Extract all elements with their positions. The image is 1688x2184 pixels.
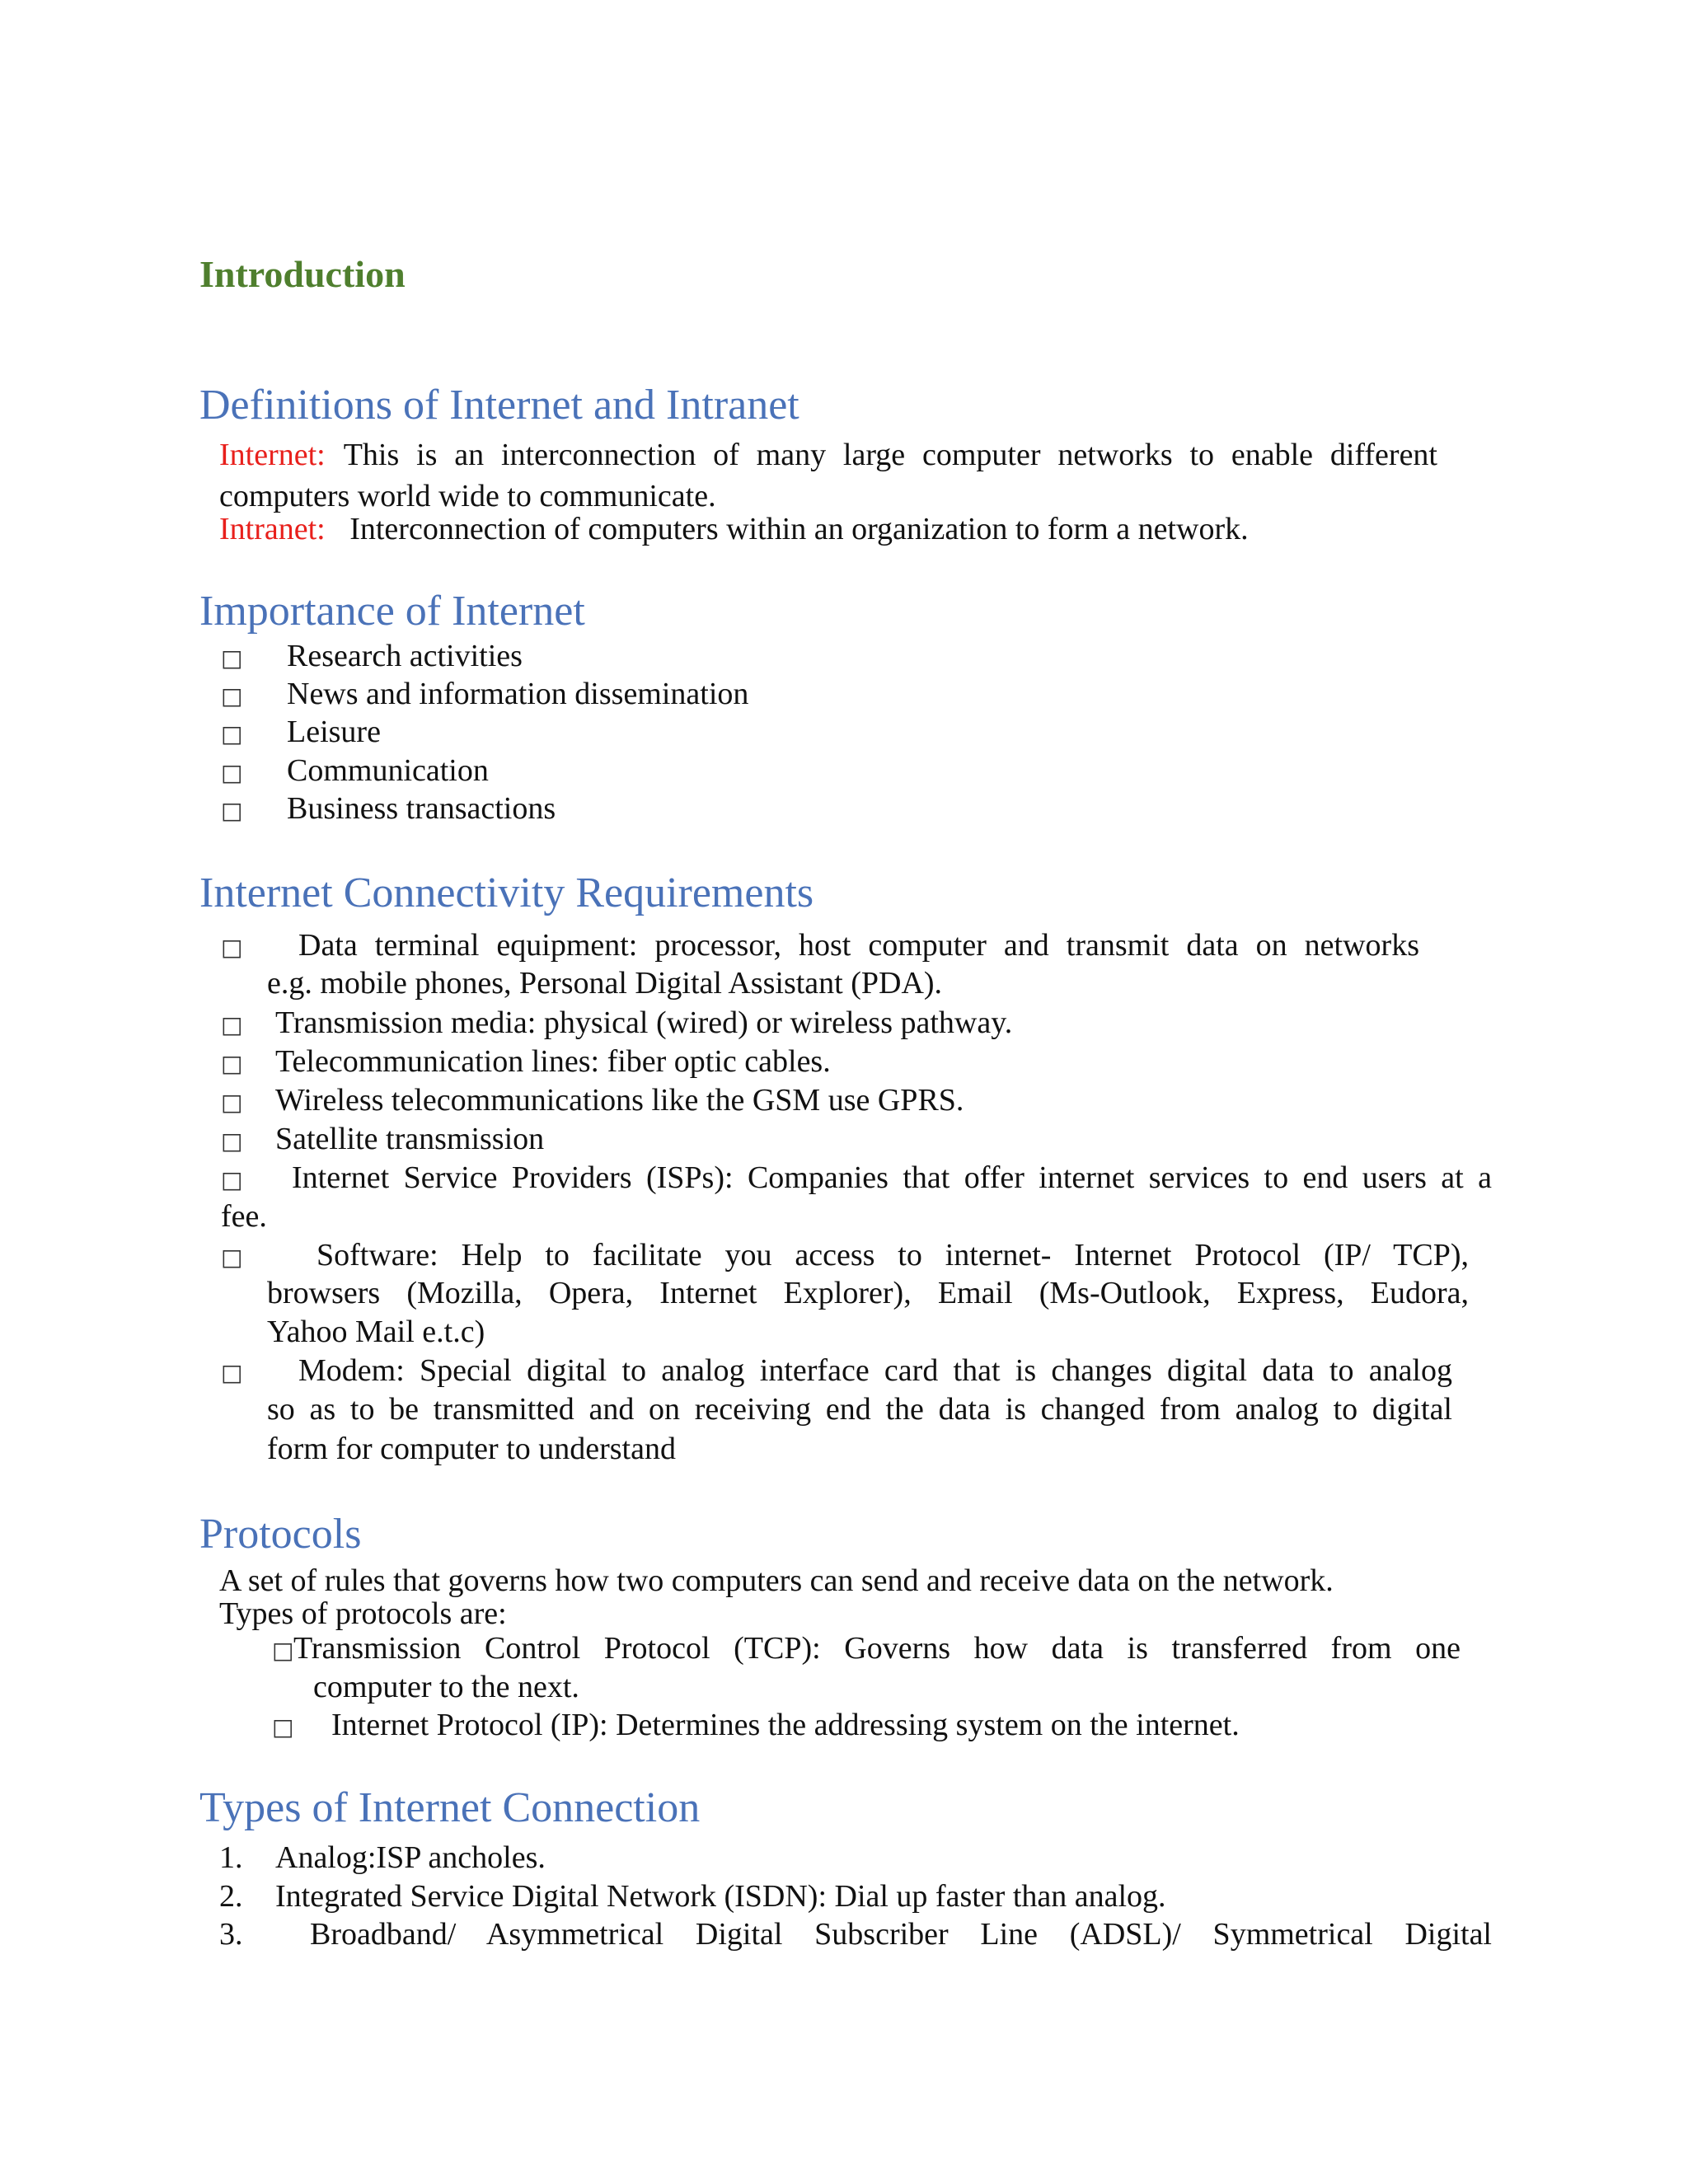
list-item: Satellite transmission [275,1122,545,1156]
list-item: Business transactions [287,791,556,826]
checkbox-bullet-icon: □ [221,644,243,672]
list-number: 3. [219,1917,243,1952]
checkbox-bullet-icon: □ [272,1637,294,1664]
list-item: Modem: Special digital to analog interface card that is changes digital data to analog [298,1353,1452,1388]
checkbox-bullet-icon: □ [221,1089,243,1116]
intro-title: Introduction [199,253,406,295]
internet-term: Internet: [219,438,326,472]
list-item-cont: computer to the next. [313,1670,579,1704]
list-item: Internet Service Providers (ISPs): Companies that offer internet services to end users at a [292,1160,1492,1195]
list-item: Data terminal equipment: processor, host computer and transmit data on networks [298,928,1419,963]
list-item: Analog:ISP ancholes. [275,1840,546,1875]
intranet-term: Intranet: [219,512,326,546]
protocols-heading: Protocols [199,1511,362,1558]
requirements-heading: Internet Connectivity Requirements [199,869,814,916]
list-item-cont: fee. [221,1199,267,1234]
checkbox-bullet-icon: □ [221,720,243,748]
protocols-text: A set of rules that governs how two computers can send and receive data on the network. [219,1563,1334,1598]
checkbox-bullet-icon: □ [272,1713,294,1741]
list-number: 1. [219,1840,243,1875]
list-item-cont: form for computer to understand [267,1432,676,1466]
checkbox-bullet-icon: □ [221,934,243,961]
list-item-cont: e.g. mobile phones, Personal Digital Assistant (PDA). [267,966,943,1001]
list-item-cont: so as to be transmitted and on receiving end the data is changed from analog to digital [267,1392,1452,1427]
internet-definition-line [219,437,1437,473]
checkbox-bullet-icon: □ [221,1011,243,1038]
checkbox-bullet-icon: □ [221,797,243,824]
checkbox-bullet-icon: □ [221,1166,243,1193]
checkbox-bullet-icon: □ [221,759,243,786]
checkbox-bullet-icon: □ [221,1050,243,1077]
intranet-definition-text: Interconnection of computers within an organization to form a network. [349,512,1249,546]
list-item: Internet Protocol (IP): Determines the addressing system on the internet. [331,1708,1240,1742]
checkbox-bullet-icon: □ [221,1244,243,1271]
list-item: Integrated Service Digital Network (ISDN): Dial up faster than analog. [275,1879,1166,1914]
list-item: Software: Help to facilitate you access to internet- Internet Protocol (IP/ TCP), [316,1238,1469,1272]
list-item-cont: Yahoo Mail e.t.c) [267,1315,485,1349]
list-item: Research activities [287,639,523,673]
list-item: Wireless telecommunications like the GSM use GPRS. [275,1083,964,1118]
list-item: Communication [287,753,489,788]
list-item: Leisure [287,715,381,749]
definitions-heading: Definitions of Internet and Intranet [199,382,799,429]
list-item: Transmission media: physical (wired) or wireless pathway. [275,1005,1013,1040]
list-item: Transmission Control Protocol (TCP): Governs how data is transferred from one [293,1631,1461,1666]
protocols-types-text: Types of protocols are: [219,1596,507,1631]
connection-types-heading: Types of Internet Connection [199,1784,701,1831]
list-item: Telecommunication lines: fiber optic cables. [275,1044,831,1079]
list-number: 2. [219,1879,243,1914]
internet-definition-cont: computers world wide to communicate. [219,479,716,513]
list-item-cont: browsers (Mozilla, Opera, Internet Explorer), Email (Ms-Outlook, Express, Eudora, [267,1276,1469,1310]
checkbox-bullet-icon: □ [221,1359,243,1386]
checkbox-bullet-icon: □ [221,682,243,710]
checkbox-bullet-icon: □ [221,1127,243,1155]
list-item: News and information dissemination [287,677,749,711]
intranet-definition-line [219,511,1249,547]
internet-definition-text: This is an interconnection of many large computer networks to enable different [343,438,1437,472]
list-item: Broadband/ Asymmetrical Digital Subscriber Line (ADSL)/ Symmetrical Digital [310,1917,1492,1952]
importance-heading: Importance of Internet [199,588,585,635]
